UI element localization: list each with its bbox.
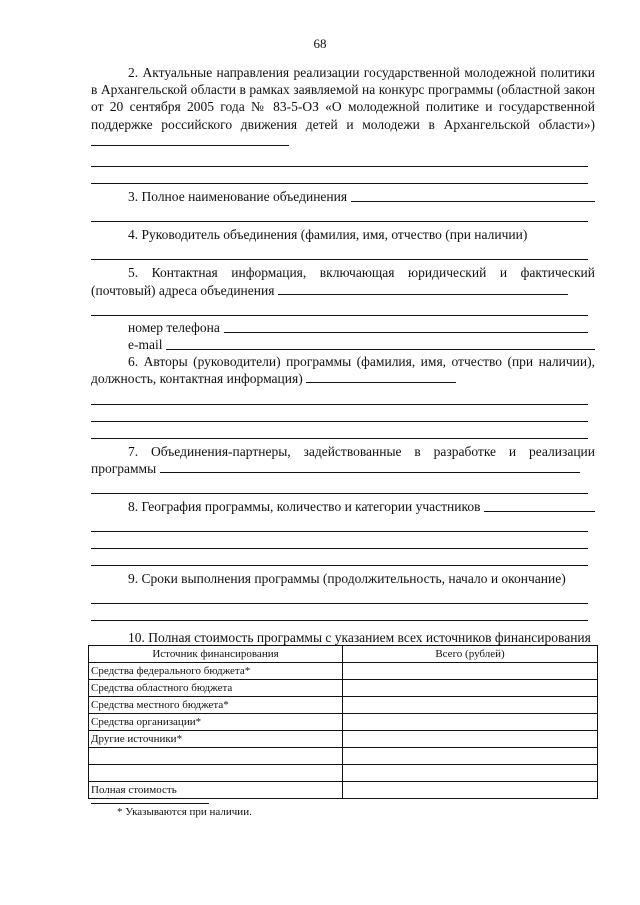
section-6-field-line-1[interactable] <box>91 388 588 405</box>
section-2-field-line-1[interactable] <box>91 150 588 167</box>
section-6-label: 6. Авторы (руководители) программы (фамилия, имя, отчество (при наличии), должность, контактная информация) <box>91 354 595 387</box>
table-row <box>89 714 598 731</box>
section-2-field[interactable] <box>91 133 289 146</box>
row-source-federal: Средства федерального бюджета* <box>89 663 343 680</box>
section-6-text <box>91 353 595 387</box>
table-row <box>89 748 598 765</box>
row-total-amount-cell[interactable] <box>343 782 598 799</box>
section-3-field-line[interactable] <box>91 205 588 222</box>
section-2-label: 2. Актуальные направления реализации государственной молодежной политики в Архангельской области в рамках заявляемой на конкурс программы (областной закон от 20 сентября 2005 года № 83-5-ОЗ «О молодежной политике и государственной поддержке российского движения детей и молодежи в Архангельской области») <box>91 65 595 132</box>
section-2-field-line-2[interactable] <box>91 167 588 184</box>
email-label: e-mail <box>128 337 163 353</box>
section-6-field-line-3[interactable] <box>91 422 588 439</box>
phone-label: номер телефона <box>128 319 220 335</box>
section-7-field-line[interactable] <box>91 477 588 494</box>
row-amount-cell[interactable] <box>343 731 598 748</box>
table-row <box>89 765 598 782</box>
section-8-row <box>91 498 595 515</box>
section-3-field[interactable] <box>351 189 595 202</box>
section-3-row <box>91 188 595 205</box>
section-3-label: 3. Полное наименование объединения <box>128 189 348 205</box>
section-6-field[interactable] <box>306 370 456 383</box>
table-row <box>89 697 598 714</box>
row-amount-cell[interactable] <box>343 748 598 765</box>
section-9-field-line-2[interactable] <box>91 604 588 621</box>
section-8-field-line-2[interactable] <box>91 532 588 549</box>
section-7-field[interactable] <box>160 460 580 473</box>
table-row <box>89 731 598 748</box>
row-amount-cell[interactable] <box>343 765 598 782</box>
row-source-other: Другие источники* <box>89 731 343 748</box>
row-source-local: Средства местного бюджета* <box>89 697 343 714</box>
section-7-label: 7. Объединения-партнеры, задействованные в разработке и реализации программы <box>91 443 595 476</box>
email-field[interactable] <box>166 337 595 350</box>
section-6-field-line-2[interactable] <box>91 405 588 422</box>
row-amount-cell[interactable] <box>343 714 598 731</box>
phone-row <box>91 319 595 336</box>
section-7-text <box>91 443 595 477</box>
table-header-row <box>89 646 598 663</box>
row-source-regional: Средства областного бюджета <box>89 680 343 697</box>
row-amount-cell[interactable] <box>343 680 598 697</box>
table-row <box>89 782 598 799</box>
section-10-label: 10. Полная стоимость программы с указанием всех источников финансирования <box>128 630 591 646</box>
row-amount-cell[interactable] <box>343 663 598 680</box>
table-row <box>89 680 598 697</box>
section-9-label: 9. Сроки выполнения программы (продолжительность, начало и окончание) <box>128 571 566 587</box>
footnote-divider <box>91 803 209 804</box>
row-source-organization: Средства организации* <box>89 714 343 731</box>
row-source-empty[interactable] <box>89 765 343 782</box>
section-9-field-line-1[interactable] <box>91 587 588 604</box>
section-5-text <box>91 264 595 298</box>
page-number: 68 <box>313 36 327 51</box>
footnote: * Указываются при наличии. <box>117 806 252 818</box>
header-total: Всего (рублей) <box>343 646 598 663</box>
table-row <box>89 663 598 680</box>
header-source: Источник финансирования <box>89 646 343 663</box>
row-amount-cell[interactable] <box>343 697 598 714</box>
section-5-field-line[interactable] <box>91 299 588 316</box>
section-8-label: 8. География программы, количество и категории участников <box>128 499 481 515</box>
section-4-field-line[interactable] <box>91 243 588 260</box>
section-5-field[interactable] <box>278 282 568 295</box>
row-source-empty[interactable] <box>89 748 343 765</box>
section-8-field[interactable] <box>484 499 595 512</box>
section-2-text <box>91 64 595 150</box>
form-body <box>91 64 595 647</box>
section-5-label: 5. Контактная информация, включающая юридический и фактический (почтовый) адреса объединения <box>91 265 595 298</box>
row-total-label: Полная стоимость <box>89 782 343 799</box>
email-row <box>91 336 595 353</box>
section-4-label: 4. Руководитель объединения (фамилия, имя, отчество (при наличии) <box>128 227 528 243</box>
section-8-field-line-1[interactable] <box>91 515 588 532</box>
financing-table <box>88 645 598 799</box>
section-8-field-line-3[interactable] <box>91 549 588 566</box>
phone-field[interactable] <box>224 320 588 333</box>
